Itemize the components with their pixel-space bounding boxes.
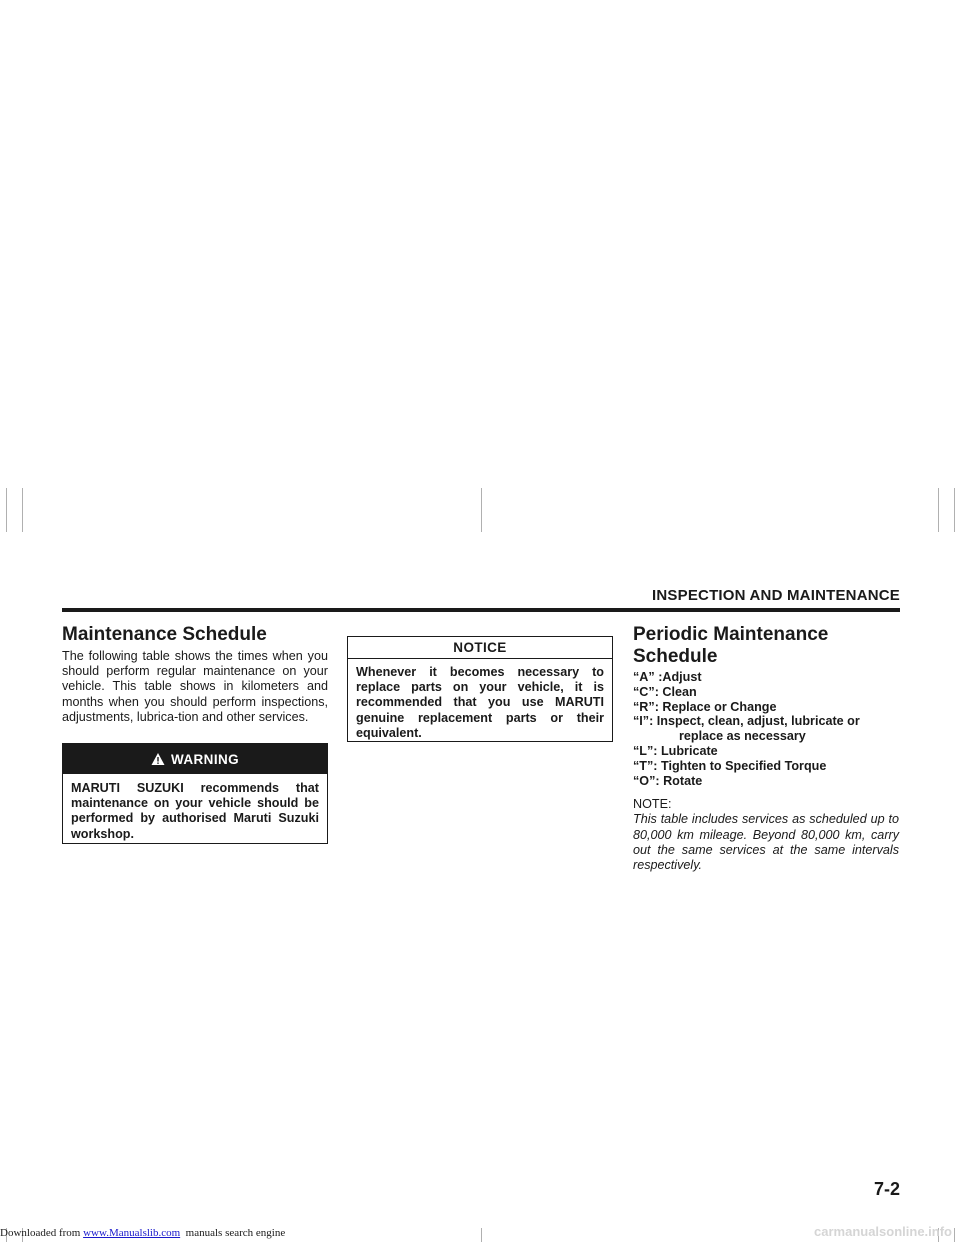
notice-text: Whenever it becomes necessary to replace parts on your vehicle, it is recommended that you use MARUTI genuine replacement parts or their equivalent. [356,665,604,740]
crop-mark [938,488,939,532]
notice-box [347,636,613,742]
maintenance-schedule-section [62,624,328,725]
page-number: 7-2 [873,1179,900,1199]
periodic-maintenance-title [633,624,899,668]
footer-prefix: Downloaded from [0,1227,84,1239]
legend-item: “O”: Rotate [633,773,703,788]
legend-item: “R”: Replace or Change [633,699,777,714]
header-rule [62,608,900,612]
footer-suffix: manuals search engine [180,1227,286,1239]
note-text: This table includes services as scheduled up to 80,000 km mileage. Beyond 80,000 km, carry out the same services at the same intervals respectively. [633,812,899,872]
legend-item: “L”: Lubricate [633,743,718,758]
maintenance-schedule-title: Maintenance Schedule [62,624,267,645]
maintenance-schedule-paragraph: The following table shows the times when you should perform regular maintenance on your vehicle. This table shows in kilometers and months when you should perform inspections, adjustments, lubrica-tion and other services. [62,649,328,724]
legend-list [633,670,899,788]
periodic-title-line1: Periodic Maintenance [633,624,829,645]
section-header: INSPECTION AND MAINTENANCE [652,587,900,604]
periodic-title-line2: Schedule [633,646,718,667]
legend-item: replace as necessary [679,729,806,744]
crop-mark [481,1228,482,1242]
watermark: carmanualsonline.info [814,1224,952,1239]
crop-mark [954,1228,955,1242]
warning-box [62,743,328,844]
legend-item: “C”: Clean [633,684,697,699]
legend-item: “T”: Tighten to Specified Torque [633,758,827,773]
notice-label: NOTICE [348,637,612,659]
crop-mark [481,488,482,532]
crop-mark [6,488,7,532]
download-footer [0,1227,285,1239]
legend-item: “A” :Adjust [633,670,702,684]
warning-triangle-icon [151,752,165,766]
warning-label: WARNING [170,751,240,767]
manualslib-link[interactable]: www.Manualslib.com [83,1227,181,1239]
crop-mark [954,488,955,532]
warning-header [63,744,327,774]
periodic-maintenance-section [633,624,899,873]
crop-mark [22,488,23,532]
legend-item: “I”: Inspect, clean, adjust, lubricate or [633,714,860,729]
note-label: NOTE: [633,797,672,812]
warning-text: MARUTI SUZUKI recommends that maintenance on your vehicle should be performed by authorised Maruti Suzuki workshop. [71,781,319,841]
